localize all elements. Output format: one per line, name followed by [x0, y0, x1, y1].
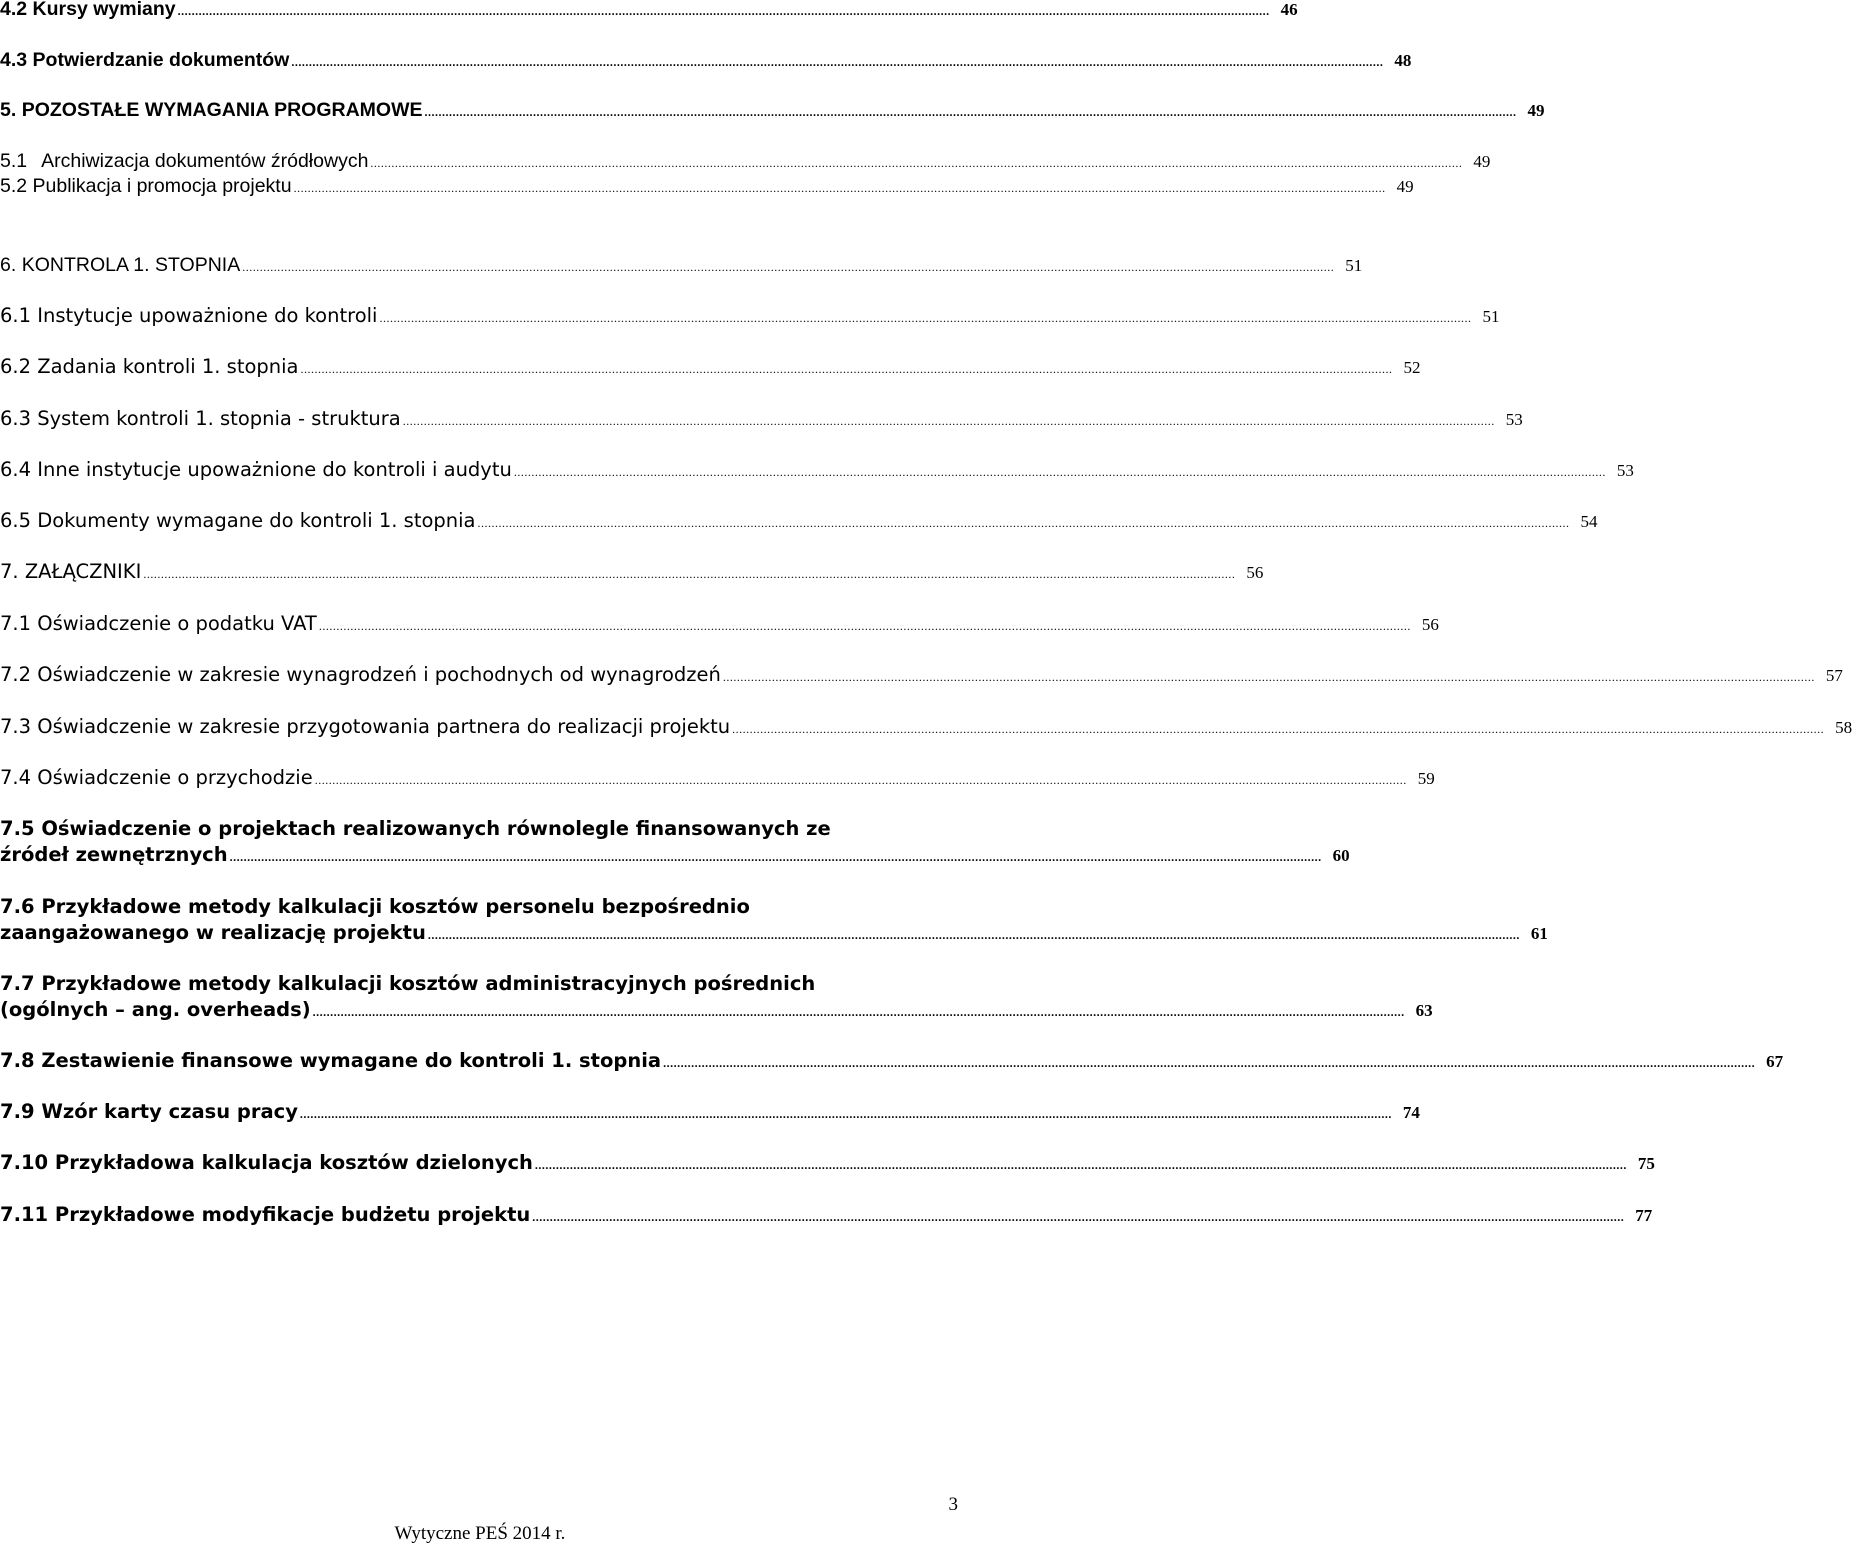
dot-leader: [532, 1204, 1624, 1230]
dot-leader: [478, 510, 1570, 536]
toc-page-number: 51: [1482, 307, 1500, 326]
toc-entry-7[interactable]: [0, 559, 1264, 585]
toc-entry-title: 7.8 Zestawienie finansowe wymagane do kontroli 1. stopnia: [0, 1049, 662, 1072]
toc-entry-4-2[interactable]: [0, 0, 1298, 22]
dot-leader: [178, 0, 1270, 24]
toc-page-number: 59: [1417, 769, 1435, 788]
toc-page-number: 51: [1345, 256, 1363, 275]
toc-entry-7-6[interactable]: [0, 894, 1548, 946]
toc-page-number: 61: [1530, 924, 1548, 943]
toc-entry-title: 7.10 Przykładowa kalkulacja kosztów dzielonych: [0, 1151, 533, 1174]
page-footer: Wytyczne PEŚ 2014 r.: [394, 1523, 566, 1544]
toc-entry-title-line1: 7.6 Przykładowe metody kalkulacji kosztów personelu bezpośrednio: [0, 895, 750, 918]
toc-entry-title: 6.3 System kontroli 1. stopnia - struktura: [0, 407, 401, 430]
toc-entry-title: 7.11 Przykładowe modyfikacje budżetu projektu: [0, 1203, 531, 1226]
toc-page-number: 77: [1635, 1206, 1653, 1225]
toc-page-number: 58: [1835, 718, 1852, 737]
toc-entry-7-10[interactable]: [0, 1150, 1655, 1176]
toc-entry-7-9[interactable]: [0, 1099, 1420, 1125]
toc-entry-title: 5.1 Archiwizacja dokumentów źródłowych: [0, 150, 369, 172]
dot-leader: [230, 844, 1322, 870]
toc-entry-title: 4.3 Potwierdzanie dokumentów: [0, 49, 290, 71]
toc-page-number: 49: [1473, 152, 1491, 171]
toc-page-number: 53: [1505, 410, 1523, 429]
toc-page-number: 49: [1527, 101, 1545, 120]
dot-leader: [425, 99, 1517, 125]
toc-page-number: 53: [1616, 461, 1634, 480]
dot-leader: [514, 459, 1606, 485]
toc-entry-7-5[interactable]: [0, 816, 1350, 868]
toc-entry-5-1[interactable]: [0, 148, 1491, 174]
toc-entry-7-11[interactable]: [0, 1202, 1653, 1228]
dot-leader: [143, 561, 1235, 587]
toc-entry-7-3[interactable]: [0, 714, 1852, 740]
toc-entry-title: 6.2 Zadania kontroli 1. stopnia: [0, 355, 299, 378]
toc-entry-title: 5. POZOSTAŁE WYMAGANIA PROGRAMOWE: [0, 99, 423, 121]
page-number: 3: [948, 1494, 958, 1515]
toc-page-number: 75: [1637, 1154, 1655, 1173]
toc-page-number: 67: [1766, 1052, 1784, 1071]
toc-entry-6-2[interactable]: [0, 354, 1421, 380]
toc-page-number: 74: [1402, 1103, 1420, 1122]
toc-entry-7-8[interactable]: [0, 1048, 1784, 1074]
toc-entry-6[interactable]: [0, 252, 1363, 278]
toc-entry-title: 7.9 Wzór karty czasu pracy: [0, 1100, 298, 1123]
dot-leader: [291, 49, 1383, 75]
toc-entry-title: 6.5 Dokumenty wymagane do kontroli 1. stopnia: [0, 509, 476, 532]
toc-entry-title: 6. KONTROLA 1. STOPNIA: [0, 254, 241, 276]
toc-entry-title: 4.2 Kursy wymiany: [0, 0, 176, 20]
toc-entry-title-line2: (ogólnych – ang. overheads): [0, 998, 311, 1021]
toc-page-number: 60: [1332, 846, 1350, 865]
dot-leader: [315, 767, 1407, 793]
dot-leader: [732, 716, 1824, 742]
toc-entry-5-2[interactable]: [0, 173, 1414, 199]
toc-page-number: 56: [1246, 563, 1264, 582]
toc-page-number: 56: [1421, 615, 1439, 634]
toc-entry-7-7[interactable]: [0, 971, 1433, 1023]
dot-leader: [301, 356, 1393, 382]
toc-entry-title: 7.2 Oświadczenie w zakresie wynagrodzeń i pochodnych od wynagrodzeń: [0, 663, 721, 686]
toc-entry-title: 6.4 Inne instytucje upoważnione do kontroli i audytu: [0, 458, 512, 481]
dot-leader: [300, 1101, 1392, 1127]
dot-leader: [428, 922, 1520, 948]
toc-entry-4-3[interactable]: [0, 47, 1412, 73]
toc-entry-title: 5.2 Publikacja i promocja projektu: [0, 175, 292, 197]
dot-leader: [313, 999, 1405, 1025]
toc-page-number: 63: [1415, 1001, 1433, 1020]
toc-entry-6-1[interactable]: [0, 303, 1500, 329]
dot-leader: [723, 664, 1815, 690]
toc-entry-title: 7.3 Oświadczenie w zakresie przygotowania partnera do realizacji projektu: [0, 715, 731, 738]
dot-leader: [242, 254, 1334, 280]
toc-entry-title: 6.1 Instytucje upoważnione do kontroli: [0, 304, 378, 327]
toc-page-number: 52: [1403, 358, 1421, 377]
toc-entry-title-line1: 7.7 Przykładowe metody kalkulacji kosztów administracyjnych pośrednich: [0, 972, 816, 995]
toc-entry-title: 7. ZAŁĄCZNIKI: [0, 560, 142, 583]
toc-entry-5[interactable]: [0, 97, 1545, 123]
toc-entry-title-line1: 7.5 Oświadczenie o projektach realizowanych równolegle finansowanych ze: [0, 817, 831, 840]
toc-page-number: 49: [1396, 177, 1414, 196]
toc-entry-7-1[interactable]: [0, 611, 1439, 637]
toc-entry-title-line2: źródeł zewnętrznych: [0, 843, 228, 866]
toc-page-number: 46: [1280, 0, 1298, 19]
toc-entry-6-3[interactable]: [0, 406, 1523, 432]
toc-entry-7-2[interactable]: [0, 662, 1843, 688]
toc-page-number: 48: [1394, 51, 1412, 70]
toc-entry-6-5[interactable]: [0, 508, 1598, 534]
dot-leader: [403, 408, 1495, 434]
dot-leader: [535, 1152, 1627, 1178]
dot-leader: [379, 305, 1471, 331]
toc-entry-title-line2: zaangażowanego w realizację projektu: [0, 921, 426, 944]
dot-leader: [294, 175, 1386, 201]
toc-entry-title: 7.4 Oświadczenie o przychodzie: [0, 766, 313, 789]
toc-entry-7-4[interactable]: [0, 765, 1435, 791]
toc-entry-6-4[interactable]: [0, 457, 1634, 483]
dot-leader: [663, 1050, 1755, 1076]
toc-entry-title: 7.1 Oświadczenie o podatku VAT: [0, 612, 317, 635]
toc-page-number: 57: [1825, 666, 1843, 685]
dot-leader: [319, 613, 1411, 639]
toc-page-number: 54: [1580, 512, 1598, 531]
